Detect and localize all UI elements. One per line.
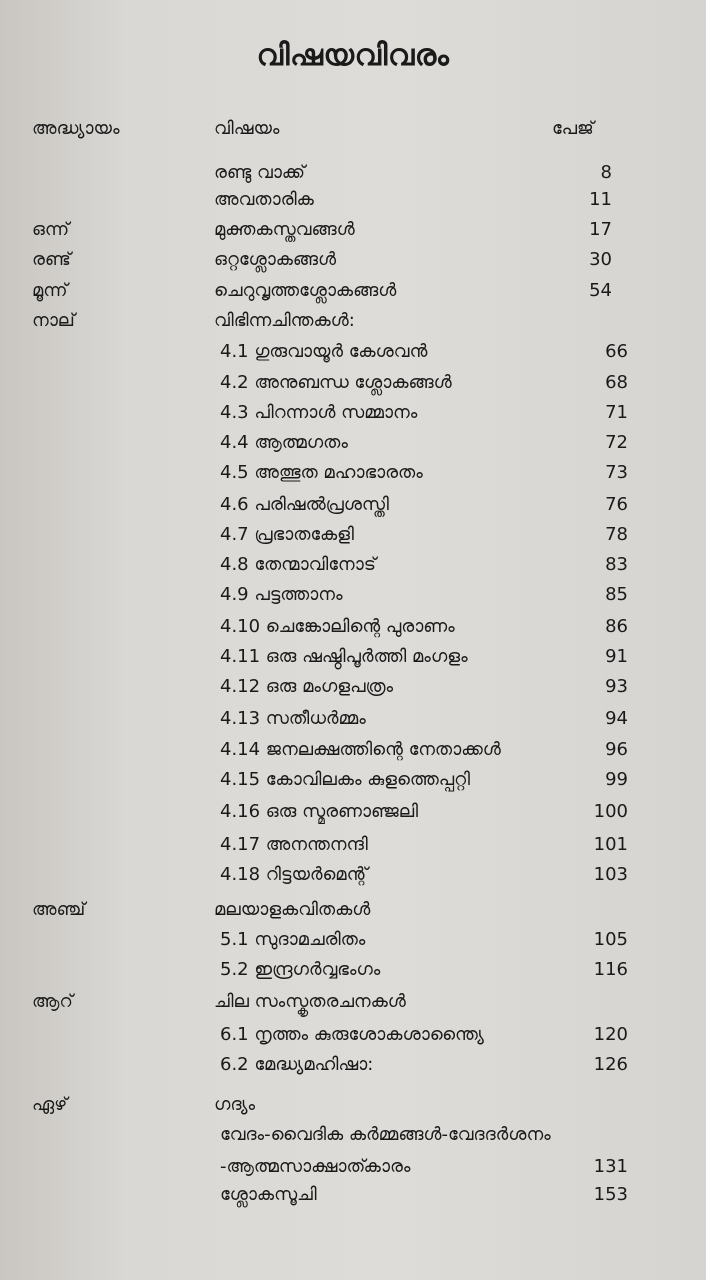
toc-entry <box>0 1020 706 1050</box>
toc-topic-title: 4.11 ഒരു ഷഷ്ഠിപൂർത്തി മംഗളം <box>220 646 468 667</box>
page-column-header: പേജ് <box>552 118 594 139</box>
toc-chapter-label: ആറ് <box>32 991 73 1012</box>
toc-topic-title: ചില സംസ്കൃതരചനകൾ <box>214 991 406 1012</box>
toc-topic-title: 5.1 സുദാമചരിതം <box>220 929 366 950</box>
toc-page-number: 78 <box>605 524 628 545</box>
toc-topic-title: 4.4 ആത്മഗതം <box>220 432 348 453</box>
toc-page-number: 73 <box>605 462 628 483</box>
toc-entry <box>0 704 706 734</box>
toc-entry <box>0 1090 706 1120</box>
toc-topic-title: 4.17 അനന്തനന്ദി <box>220 834 368 855</box>
toc-topic-title: 4.7 പ്രഭാതകേളി <box>220 524 354 545</box>
toc-page-number: 83 <box>605 554 628 575</box>
page-title: വിഷയവിവരം <box>256 38 450 73</box>
toc-page-number: 131 <box>593 1156 628 1177</box>
toc-page-number: 126 <box>593 1054 628 1075</box>
toc-page-number: 99 <box>605 769 628 790</box>
toc-page-number: 76 <box>605 494 628 515</box>
toc-page-number: 93 <box>605 676 628 697</box>
toc-page-number: 11 <box>589 189 612 210</box>
toc-chapter-label: ഒന്ന് <box>32 219 70 240</box>
topic-column-header: വിഷയം <box>214 118 280 139</box>
toc-entry <box>0 925 706 955</box>
toc-entry <box>0 1050 706 1080</box>
toc-page-number: 101 <box>593 834 628 855</box>
toc-topic-title: -ആത്മസാക്ഷാത്കാരം <box>220 1156 411 1177</box>
toc-chapter-label: രണ്ട് <box>32 249 71 270</box>
toc-topic-title: 4.8 തേന്മാവിനോട് <box>220 554 376 575</box>
toc-page-number: 100 <box>593 801 628 822</box>
toc-entry <box>0 458 706 488</box>
toc-page-number: 54 <box>589 280 612 301</box>
toc-topic-title: 4.14 ജനലക്ഷത്തിന്റെ നേതാക്കൾ <box>220 739 501 760</box>
toc-entry <box>0 642 706 672</box>
toc-topic-title: വിഭിന്നചിന്തകൾ: <box>214 310 355 331</box>
toc-entry <box>0 158 706 188</box>
toc-page-number: 103 <box>593 864 628 885</box>
toc-topic-title: 4.3 പിറന്നാൾ സമ്മാനം <box>220 402 418 423</box>
toc-entry <box>0 185 706 215</box>
toc-page-number: 17 <box>589 219 612 240</box>
toc-topic-title: 6.2 മേദ്ധ്യമഹിഷാ: <box>220 1054 374 1075</box>
toc-page-number: 86 <box>605 616 628 637</box>
toc-topic-title: 5.2 ഇന്ദ്രഗർവ്വഭംഗം <box>220 959 381 980</box>
toc-entry <box>0 987 706 1017</box>
toc-chapter-label: ഏഴ് <box>32 1094 68 1115</box>
toc-entry <box>0 765 706 795</box>
toc-entry <box>0 337 706 367</box>
toc-page-number: 91 <box>605 646 628 667</box>
toc-page-number: 66 <box>605 341 628 362</box>
toc-topic-title: 4.18 റിട്ടയർമെന്റ് <box>220 864 368 885</box>
toc-chapter-label: നാല് <box>32 310 75 331</box>
toc-entry <box>0 895 706 925</box>
toc-topic-title: 4.15 കോവിലകം കുളത്തെപ്പറ്റി <box>220 769 471 790</box>
toc-entry <box>0 1152 706 1182</box>
toc-page-number: 153 <box>593 1184 628 1205</box>
toc-topic-title: ശ്ലോകസൂചി <box>220 1184 317 1205</box>
toc-page-number: 120 <box>593 1024 628 1045</box>
toc-entry <box>0 550 706 580</box>
toc-entry <box>0 580 706 610</box>
toc-topic-title: രണ്ടു വാക്ക് <box>214 162 306 183</box>
toc-topic-title: 4.12 ഒരു മംഗളപത്രം <box>220 676 394 697</box>
toc-entry <box>0 215 706 245</box>
toc-entry <box>0 1180 706 1210</box>
toc-topic-title: 4.10 ചെങ്കോലിന്റെ പുരാണം <box>220 616 455 637</box>
toc-page-number: 72 <box>605 432 628 453</box>
toc-topic-title: 4.5 അത്ഭുത മഹാഭാരതം <box>220 462 423 483</box>
toc-entry <box>0 490 706 520</box>
toc-topic-title: ചെറുവൃത്തശ്ലോകങ്ങൾ <box>214 280 397 301</box>
toc-entry <box>0 735 706 765</box>
toc-topic-title: മുക്തകസ്തവങ്ങൾ <box>214 219 355 240</box>
toc-entry <box>0 428 706 458</box>
toc-topic-title: 4.9 പട്ടത്താനം <box>220 584 343 605</box>
toc-chapter-label: അഞ്ച് <box>32 899 86 920</box>
toc-page-number: 85 <box>605 584 628 605</box>
toc-topic-title: 4.1 ഗുരുവായൂർ കേശവൻ <box>220 341 428 362</box>
toc-entry <box>0 520 706 550</box>
toc-topic-title: 4.2 അനുബന്ധ ശ്ലോകങ്ങൾ <box>220 372 452 393</box>
toc-topic-title: ഒറ്റശ്ലോകങ്ങൾ <box>214 249 337 270</box>
toc-page-number: 71 <box>605 402 628 423</box>
toc-entry <box>0 830 706 860</box>
chapter-column-header: അദ്ധ്യായം <box>32 118 120 139</box>
toc-entry <box>0 245 706 275</box>
toc-topic-title: 4.13 സതീധർമ്മം <box>220 708 366 729</box>
toc-chapter-label: മൂന്ന് <box>32 280 68 301</box>
toc-entry <box>0 276 706 306</box>
toc-page-number: 8 <box>600 162 612 183</box>
toc-page-number: 96 <box>605 739 628 760</box>
toc-entry <box>0 860 706 890</box>
toc-topic-title: 6.1 നൃത്തം കുരുശോകശാന്ത്യൈ <box>220 1024 484 1045</box>
toc-entry <box>0 612 706 642</box>
toc-entry <box>0 398 706 428</box>
toc-page-number: 105 <box>593 929 628 950</box>
toc-page-number: 116 <box>593 959 628 980</box>
toc-page-number: 94 <box>605 708 628 729</box>
toc-entry <box>0 306 706 336</box>
toc-entry <box>0 797 706 827</box>
toc-topic-title: മലയാളകവിതകൾ <box>214 899 371 920</box>
toc-entry <box>0 368 706 398</box>
toc-topic-title: ഗദ്യം <box>214 1094 256 1115</box>
toc-topic-title: 4.16 ഒരു സ്മരണാഞ്ജലി <box>220 801 418 822</box>
toc-page-number: 68 <box>605 372 628 393</box>
toc-topic-title: 4.6 പരിഷൽപ്രശസ്തി <box>220 494 389 515</box>
toc-entry <box>0 955 706 985</box>
toc-entry <box>0 672 706 702</box>
toc-page-number: 30 <box>589 249 612 270</box>
toc-topic-title: അവതാരിക <box>214 189 314 210</box>
toc-topic-title: വേദം-വൈദിക കർമ്മങ്ങൾ-വേദദർശനം <box>220 1124 551 1145</box>
toc-entry <box>0 1120 706 1150</box>
